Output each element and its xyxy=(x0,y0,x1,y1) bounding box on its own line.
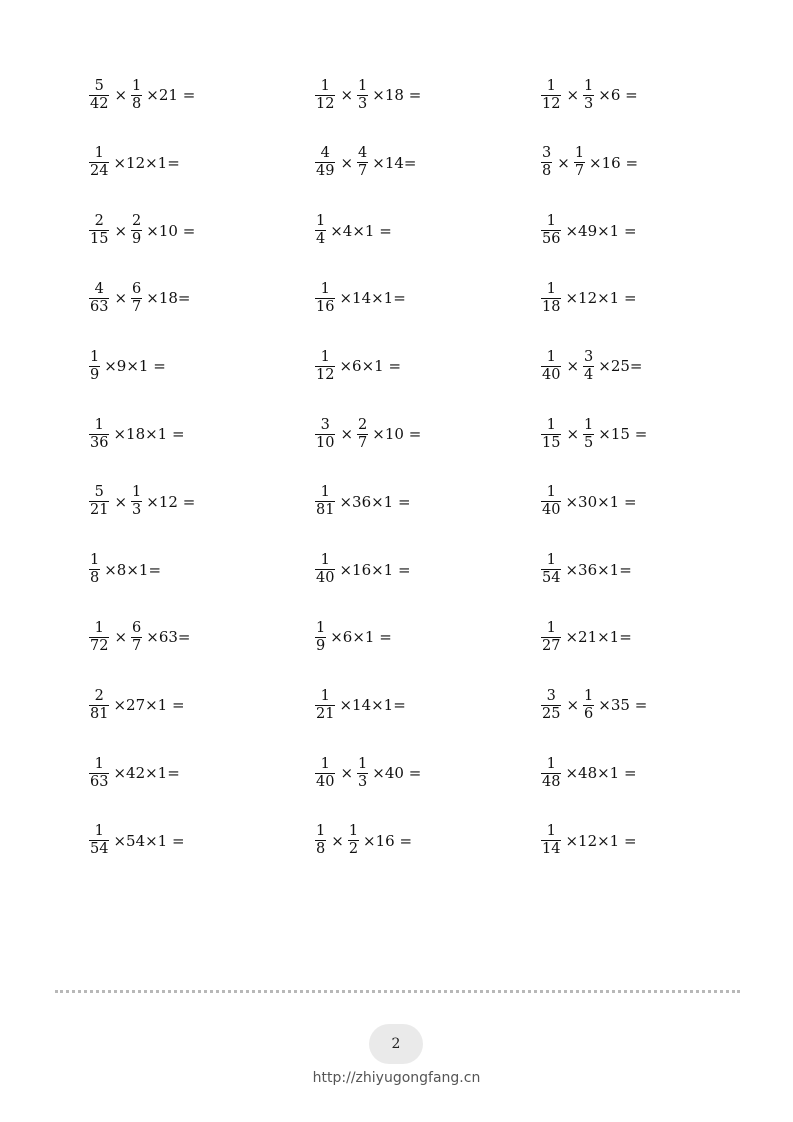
problem-item xyxy=(541,73,638,117)
fraction-numerator: 1 xyxy=(90,348,100,365)
fraction xyxy=(583,688,594,723)
multiply-sign: × xyxy=(340,153,354,172)
multiply-sign: × xyxy=(557,153,570,172)
fraction-numerator: 1 xyxy=(546,552,556,569)
fraction xyxy=(541,484,561,519)
fraction xyxy=(89,281,109,316)
fraction xyxy=(315,281,335,316)
fraction-denominator: 15 xyxy=(90,231,109,248)
problem-tail: ×6 = xyxy=(598,86,638,104)
problem-tail: ×16×1 = xyxy=(339,560,411,579)
fraction-numerator: 1 xyxy=(94,823,104,840)
fraction-numerator: 1 xyxy=(584,687,594,704)
fraction-numerator: 3 xyxy=(584,348,594,365)
problem-item xyxy=(541,548,632,592)
fraction xyxy=(348,823,359,858)
fraction-numerator: 2 xyxy=(94,687,104,704)
fraction xyxy=(541,756,561,791)
fraction-denominator: 42 xyxy=(90,95,109,112)
fraction-numerator: 2 xyxy=(358,416,368,433)
problem-tail: ×12×1 = xyxy=(565,289,637,308)
problem-tail: ×30×1 = xyxy=(565,492,637,511)
problem-item xyxy=(541,683,647,727)
problem-item xyxy=(89,819,185,863)
fraction-denominator: 10 xyxy=(316,434,335,451)
problem-item xyxy=(315,819,412,863)
fraction-denominator: 81 xyxy=(316,502,335,519)
fraction-numerator: 1 xyxy=(320,687,330,704)
fraction-numerator: 1 xyxy=(574,145,585,162)
fraction-denominator: 7 xyxy=(358,434,368,451)
fraction-denominator: 3 xyxy=(132,502,142,519)
problem-item xyxy=(89,73,195,117)
problem-item xyxy=(541,751,637,795)
problem-tail: ×18×1 = xyxy=(113,425,185,443)
fraction-denominator: 21 xyxy=(90,502,109,519)
problem-item xyxy=(315,751,421,795)
fraction xyxy=(574,145,585,180)
fraction-numerator: 1 xyxy=(316,619,326,636)
problem-item xyxy=(89,683,185,727)
problem-item xyxy=(315,548,411,592)
fraction-denominator: 3 xyxy=(358,773,368,790)
fraction-denominator: 56 xyxy=(542,231,561,248)
fraction xyxy=(315,620,326,655)
fraction-denominator: 14 xyxy=(542,841,561,858)
fraction-denominator: 24 xyxy=(90,163,109,180)
page-number: 2 xyxy=(391,1036,401,1052)
fraction xyxy=(131,484,142,519)
fraction xyxy=(89,145,109,180)
fraction xyxy=(541,281,561,316)
problem-tail: ×6×1 = xyxy=(330,628,392,647)
fraction-denominator: 9 xyxy=(90,366,100,383)
fraction xyxy=(315,213,326,248)
fraction xyxy=(131,620,142,655)
problem-tail: ×14×1= xyxy=(339,696,406,715)
dotted-divider xyxy=(55,990,740,993)
problem-item xyxy=(541,209,637,253)
fraction-numerator: 1 xyxy=(348,823,359,840)
fraction-denominator: 15 xyxy=(542,434,561,451)
problem-tail: ×27×1 = xyxy=(113,696,185,715)
fraction xyxy=(89,756,109,791)
fraction-numerator: 2 xyxy=(94,213,104,230)
fraction xyxy=(583,78,594,113)
problem-tail: ×18 = xyxy=(372,86,422,104)
problem-item xyxy=(315,73,421,117)
fraction-numerator: 1 xyxy=(94,619,104,636)
fraction xyxy=(583,349,594,384)
fraction xyxy=(131,213,142,248)
fraction-numerator: 1 xyxy=(584,77,594,94)
problem-item xyxy=(541,141,638,185)
fraction xyxy=(89,688,109,723)
fraction-numerator: 1 xyxy=(546,280,556,297)
fraction-denominator: 4 xyxy=(584,366,594,383)
problem-item xyxy=(541,819,637,863)
fraction xyxy=(541,349,561,384)
fraction-numerator: 1 xyxy=(132,484,142,501)
fraction-numerator: 1 xyxy=(90,552,100,569)
fraction-denominator: 54 xyxy=(542,570,561,587)
problem-item xyxy=(541,480,637,524)
fraction xyxy=(131,78,142,113)
problem-tail: ×49×1 = xyxy=(565,221,637,240)
problem-item xyxy=(89,751,180,795)
fraction-denominator: 40 xyxy=(316,570,335,587)
page-number-badge xyxy=(369,1024,423,1064)
fraction-denominator: 12 xyxy=(316,95,335,112)
fraction xyxy=(541,823,561,858)
fraction-numerator: 1 xyxy=(320,552,330,569)
problem-tail: ×18= xyxy=(146,289,191,308)
fraction xyxy=(89,484,109,519)
problem-tail: ×36×1 = xyxy=(339,492,411,511)
fraction-numerator: 1 xyxy=(546,484,556,501)
problem-tail: ×48×1 = xyxy=(565,764,637,782)
problem-item xyxy=(315,209,392,253)
fraction xyxy=(357,756,368,791)
fraction xyxy=(357,145,368,180)
fraction xyxy=(541,688,561,723)
fraction-denominator: 27 xyxy=(542,637,561,654)
fraction-numerator: 1 xyxy=(546,755,556,772)
problem-item xyxy=(315,683,406,727)
problem-tail: ×16 = xyxy=(589,153,639,172)
fraction-numerator: 1 xyxy=(94,755,104,772)
fraction-denominator: 40 xyxy=(542,502,561,519)
problem-tail: ×6×1 = xyxy=(339,357,402,376)
fraction-denominator: 48 xyxy=(542,773,561,790)
problem-item xyxy=(315,276,406,320)
problem-item xyxy=(315,412,421,456)
fraction-numerator: 1 xyxy=(320,755,330,772)
fraction-denominator: 12 xyxy=(542,95,561,112)
fraction-numerator: 1 xyxy=(320,348,330,365)
footer-url: http://zhiyugongfang.cn xyxy=(312,1070,481,1086)
fraction-denominator: 36 xyxy=(90,434,109,451)
multiply-sign: × xyxy=(114,221,128,240)
fraction-numerator: 1 xyxy=(94,145,104,162)
problem-tail: ×10 = xyxy=(146,221,196,240)
fraction-denominator: 25 xyxy=(542,705,561,722)
fraction xyxy=(541,417,561,452)
fraction-denominator: 49 xyxy=(316,163,335,180)
fraction xyxy=(357,78,368,113)
multiply-sign: × xyxy=(566,86,580,104)
fraction-denominator: 16 xyxy=(316,298,335,315)
multiply-sign: × xyxy=(566,696,580,715)
fraction-numerator: 1 xyxy=(358,77,368,94)
problem-item xyxy=(541,344,643,388)
problem-tail: ×42×1= xyxy=(113,764,180,782)
fraction-numerator: 5 xyxy=(94,77,104,94)
multiply-sign: × xyxy=(566,357,580,376)
fraction-denominator: 63 xyxy=(90,773,109,790)
fraction xyxy=(89,78,109,113)
fraction-numerator: 1 xyxy=(320,77,330,94)
fraction-denominator: 5 xyxy=(584,434,594,451)
problem-tail: ×54×1 = xyxy=(113,831,185,850)
problem-item xyxy=(541,615,632,659)
fraction-denominator: 72 xyxy=(90,637,109,654)
fraction-denominator: 3 xyxy=(584,95,594,112)
problem-item xyxy=(89,344,166,388)
fraction-numerator: 1 xyxy=(316,213,326,230)
problem-item xyxy=(89,615,191,659)
fraction-denominator: 40 xyxy=(542,366,561,383)
fraction-denominator: 9 xyxy=(316,637,326,654)
multiply-sign: × xyxy=(331,831,344,850)
fraction-numerator: 1 xyxy=(358,755,368,772)
problem-tail: ×12 = xyxy=(146,492,196,511)
fraction-numerator: 1 xyxy=(320,484,330,501)
fraction-denominator: 18 xyxy=(542,298,561,315)
problem-item xyxy=(315,344,401,388)
fraction-numerator: 3 xyxy=(320,416,330,433)
problem-tail: ×36×1= xyxy=(565,560,632,579)
problem-tail: ×16 = xyxy=(363,831,413,850)
fraction xyxy=(541,78,561,113)
fraction-numerator: 1 xyxy=(546,213,556,230)
problem-item xyxy=(315,141,417,185)
problem-item xyxy=(315,615,392,659)
problem-tail: ×21 = xyxy=(146,86,196,104)
fraction-denominator: 12 xyxy=(316,366,335,383)
fraction-denominator: 7 xyxy=(132,637,142,654)
fraction-denominator: 8 xyxy=(132,95,142,112)
fraction-numerator: 5 xyxy=(94,484,104,501)
fraction-denominator: 54 xyxy=(90,841,109,858)
fraction-denominator: 8 xyxy=(316,841,326,858)
problem-item xyxy=(89,412,185,456)
fraction xyxy=(315,484,335,519)
fraction xyxy=(583,417,594,452)
problem-tail: ×4×1 = xyxy=(330,221,392,240)
problem-tail: ×9×1 = xyxy=(104,357,166,376)
fraction-numerator: 2 xyxy=(132,213,142,230)
worksheet-problem-grid xyxy=(89,73,769,885)
fraction xyxy=(541,620,561,655)
fraction xyxy=(89,213,109,248)
problem-tail: ×35 = xyxy=(598,696,648,715)
fraction-numerator: 4 xyxy=(94,280,104,297)
fraction-denominator: 9 xyxy=(132,231,142,248)
problem-tail: ×12×1 = xyxy=(565,831,637,850)
fraction-denominator: 8 xyxy=(90,570,100,587)
fraction xyxy=(131,281,142,316)
problem-tail: ×15 = xyxy=(598,425,648,443)
fraction xyxy=(89,417,109,452)
fraction-denominator: 4 xyxy=(316,231,326,248)
fraction-denominator: 81 xyxy=(90,705,109,722)
problem-tail: ×14×1= xyxy=(339,289,406,308)
fraction-numerator: 1 xyxy=(132,77,142,94)
problem-tail: ×21×1= xyxy=(565,628,632,647)
problem-item xyxy=(89,141,180,185)
fraction xyxy=(89,349,100,384)
multiply-sign: × xyxy=(114,289,128,308)
fraction-numerator: 6 xyxy=(132,280,142,297)
fraction xyxy=(541,145,552,180)
fraction-numerator: 1 xyxy=(546,619,556,636)
fraction xyxy=(315,756,335,791)
fraction xyxy=(315,552,335,587)
fraction xyxy=(315,78,335,113)
multiply-sign: × xyxy=(114,492,128,511)
problem-item xyxy=(541,276,637,320)
multiply-sign: × xyxy=(340,86,354,104)
fraction-numerator: 1 xyxy=(546,823,556,840)
fraction xyxy=(89,823,109,858)
fraction xyxy=(315,349,335,384)
multiply-sign: × xyxy=(340,764,354,782)
fraction xyxy=(89,552,100,587)
fraction-denominator: 21 xyxy=(316,705,335,722)
problem-tail: ×63= xyxy=(146,628,191,647)
problem-tail: ×25= xyxy=(598,357,643,376)
fraction-denominator: 6 xyxy=(584,705,594,722)
problem-tail: ×14= xyxy=(372,153,417,172)
fraction-denominator: 8 xyxy=(542,163,552,180)
fraction xyxy=(315,688,335,723)
fraction-denominator: 3 xyxy=(358,95,368,112)
fraction xyxy=(357,417,368,452)
problem-item xyxy=(89,209,195,253)
problem-item xyxy=(89,480,195,524)
problem-tail: ×12×1= xyxy=(113,153,180,172)
fraction-denominator: 7 xyxy=(574,163,585,180)
problem-tail: ×8×1= xyxy=(104,560,162,579)
problem-item xyxy=(89,548,161,592)
fraction xyxy=(315,417,335,452)
fraction-numerator: 6 xyxy=(132,619,142,636)
problem-item xyxy=(89,276,191,320)
multiply-sign: × xyxy=(114,86,128,104)
fraction-denominator: 40 xyxy=(316,773,335,790)
fraction-denominator: 7 xyxy=(132,298,142,315)
problem-item xyxy=(541,412,647,456)
fraction xyxy=(541,213,561,248)
problem-item xyxy=(315,480,411,524)
fraction xyxy=(315,145,335,180)
fraction-numerator: 1 xyxy=(320,280,330,297)
multiply-sign: × xyxy=(340,425,354,443)
fraction-numerator: 4 xyxy=(320,145,330,162)
fraction-numerator: 3 xyxy=(542,145,552,162)
fraction-numerator: 4 xyxy=(358,145,368,162)
fraction-denominator: 2 xyxy=(348,841,359,858)
multiply-sign: × xyxy=(566,425,580,443)
fraction-numerator: 1 xyxy=(316,823,326,840)
multiply-sign: × xyxy=(114,628,128,647)
fraction xyxy=(89,620,109,655)
fraction-numerator: 1 xyxy=(546,416,556,433)
fraction-numerator: 1 xyxy=(94,416,104,433)
fraction-numerator: 1 xyxy=(546,77,556,94)
fraction-denominator: 7 xyxy=(358,163,368,180)
fraction-numerator: 3 xyxy=(546,687,556,704)
problem-tail: ×40 = xyxy=(372,764,422,782)
fraction-numerator: 1 xyxy=(584,416,594,433)
fraction xyxy=(541,552,561,587)
fraction-numerator: 1 xyxy=(546,348,556,365)
fraction xyxy=(315,823,326,858)
fraction-denominator: 63 xyxy=(90,298,109,315)
problem-tail: ×10 = xyxy=(372,425,422,443)
